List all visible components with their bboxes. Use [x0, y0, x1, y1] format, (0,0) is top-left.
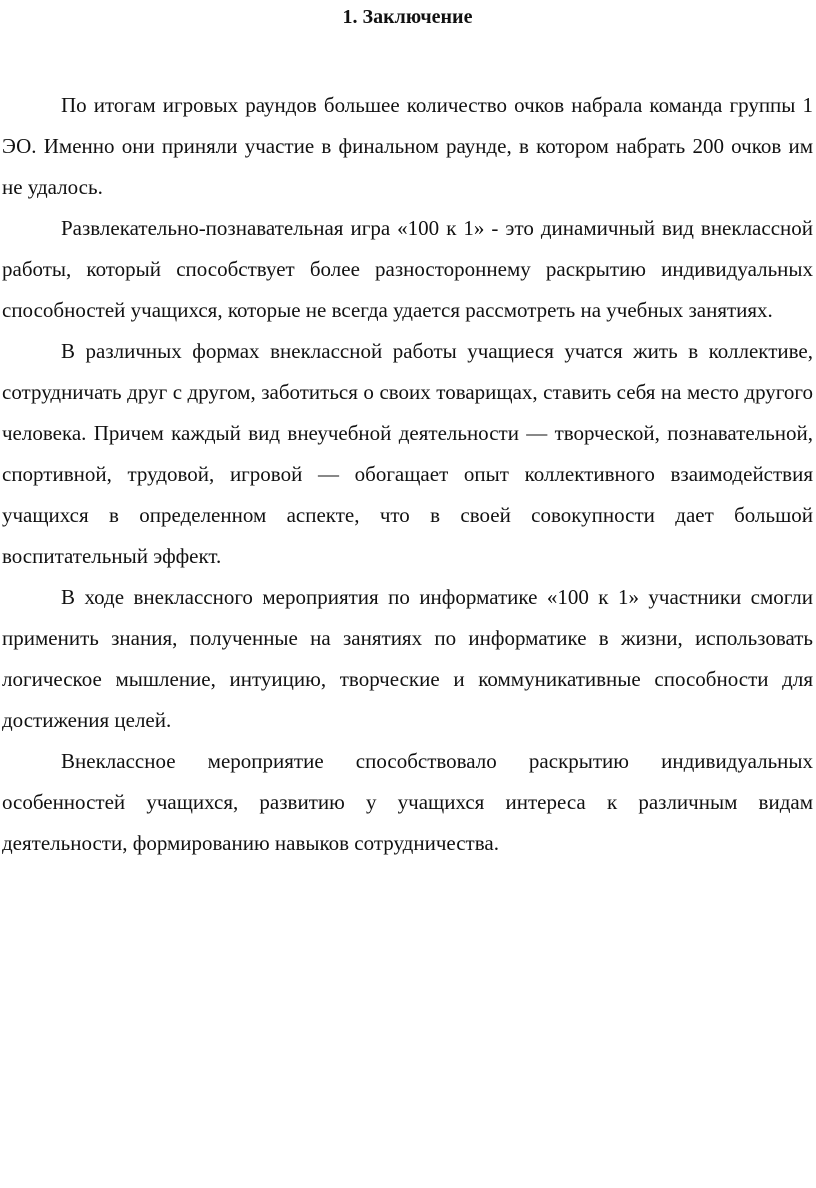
section-title: 1. Заключение [342, 6, 473, 28]
paragraph-4: В ходе внеклассного мероприятия по информатике «100 к 1» участники смогли применить знания, полученные на занятиях по информатике в жизни, использовать логическое мышление, интуицию, творческие и коммуникативные способности для достижения целей. [2, 585, 813, 732]
paragraph-3: В различных формах внеклассной работы учащиеся учатся жить в коллективе, сотрудничать друг с другом, заботиться о своих товарищах, ставить себя на место другого человека. Причем каждый вид внеучебной деятельности — творческой, познавательной, спортивной, трудовой, игровой — обогащает опыт коллективного взаимодействия учащихся в определенном аспекте, что в своей совокупности дает большой воспитательный эффект. [2, 339, 813, 568]
document-body [2, 85, 813, 864]
paragraph-1: По итогам игровых раундов большее количество очков набрала команда группы 1 ЭО. Именно они приняли участие в финальном раунде, в котором набрать 200 очков им не удалось. [2, 93, 813, 199]
paragraph-2: Развлекательно-познавательная игра «100 к 1» - это динамичный вид внеклассной работы, который способствует более разностороннему раскрытию индивидуальных способностей учащихся, которые не всегда удается рассмотреть на учебных занятиях. [2, 216, 813, 322]
paragraph-5: Внеклассное мероприятие способствовало раскрытию индивидуальных особенностей учащихся, развитию у учащихся интереса к различным видам деятельности, формированию навыков сотрудничества. [2, 749, 813, 855]
